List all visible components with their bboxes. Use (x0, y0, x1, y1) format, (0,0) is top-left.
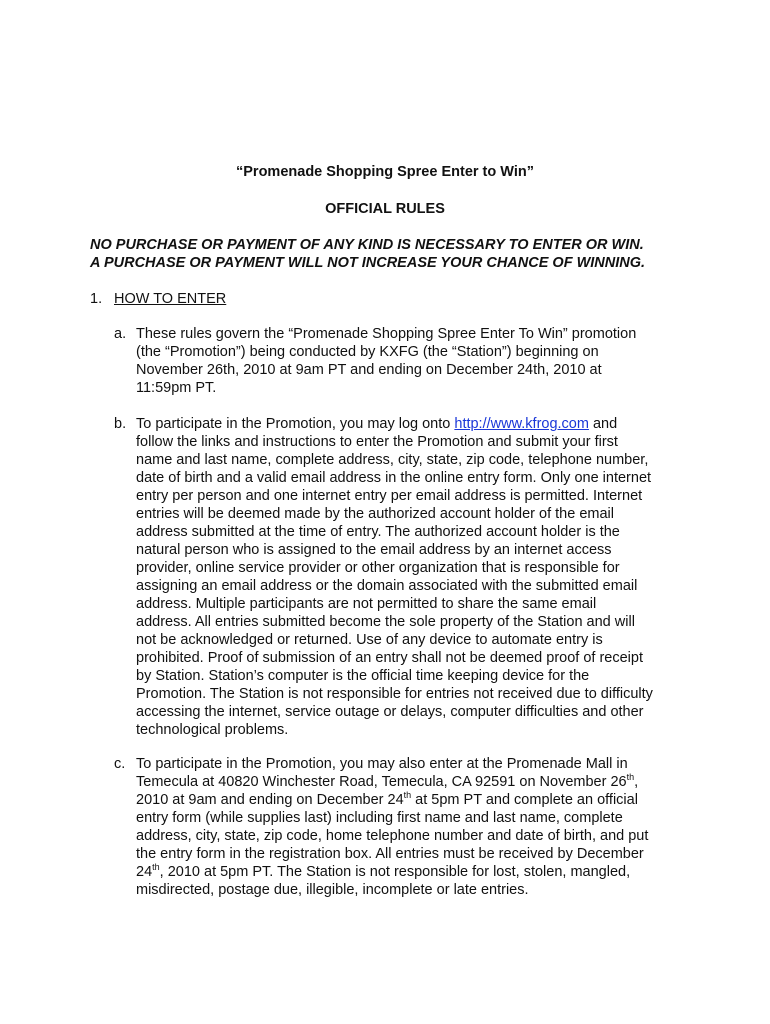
item-letter: a. (114, 326, 127, 342)
paragraph-line: name and last name, complete address, city, state, zip code, telephone number, (136, 452, 649, 468)
notice-line: NO PURCHASE OR PAYMENT OF ANY KIND IS NECESSARY TO ENTER OR WIN. (90, 237, 644, 253)
paragraph-line: entries will be deemed made by the authorized account holder of the email (136, 506, 614, 522)
notice-line: A PURCHASE OR PAYMENT WILL NOT INCREASE YOUR CHANCE OF WINNING. (90, 255, 646, 271)
line-text: 24 (136, 864, 153, 880)
line-text: Temecula at 40820 Winchester Road, Temecula, CA 92591 on November 26 (136, 774, 627, 790)
ordinal-suffix: th (152, 862, 160, 872)
paragraph-line: natural person who is assigned to the email address by an internet access (136, 542, 612, 558)
purchase-notice (90, 236, 690, 272)
item-body (136, 415, 694, 739)
paragraph-line: address. All entries submitted become the sole property of the Station and will (136, 614, 635, 630)
item-letter: b. (114, 416, 127, 432)
paragraph-line: (the “Promotion”) being conducted by KXFG (the “Station”) beginning on (136, 344, 599, 360)
paragraph-line (136, 791, 694, 809)
item-letter: c. (114, 756, 126, 772)
ordinal-suffix: th (626, 772, 635, 782)
rule-item-a (114, 325, 694, 397)
paragraph-line (136, 415, 694, 433)
rule-item-b (114, 415, 694, 739)
paragraph-line: technological problems. (136, 722, 289, 738)
paragraph-line: misdirected, postage due, illegible, incomplete or late entries. (136, 882, 529, 898)
section-number: 1. (90, 291, 103, 307)
paragraph-line: These rules govern the “Promenade Shopping Spree Enter To Win” promotion (136, 326, 637, 342)
paragraph-line: accessing the internet, service outage or delays, computer difficulties and other (136, 704, 644, 720)
paragraph-line: the entry form in the registration box. All entries must be received by December (136, 846, 644, 862)
paragraph-line: follow the links and instructions to enter the Promotion and submit your first (136, 434, 618, 450)
paragraph-line: November 26th, 2010 at 9am PT and ending on December 24th, 2010 at (136, 362, 602, 378)
paragraph-line: Promotion. The Station is not responsible for entries not received due to difficulty (136, 686, 653, 702)
document-title: “Promenade Shopping Spree Enter to Win” (236, 164, 534, 180)
line-text: at 5pm PT and complete an official (411, 792, 638, 808)
paragraph-line: entry per person and one internet entry per email address is permitted. Internet (136, 488, 643, 504)
line-text: 2010 at 9am and ending on December 24 (136, 792, 404, 808)
paragraph-line: address. Multiple participants are not permitted to share the same email (136, 596, 597, 612)
ordinal-suffix: th (403, 790, 412, 800)
line-text: , (634, 774, 639, 790)
item-body (136, 755, 694, 899)
paragraph-line: address, city, state, zip code, home telephone number and date of birth, and put (136, 828, 649, 844)
paragraph-line: 11:59pm PT. (136, 380, 217, 396)
line-text: To participate in the Promotion, you may log onto (136, 416, 455, 432)
paragraph-line: address submitted at the time of entry. The authorized account holder is the (136, 524, 620, 540)
document-subtitle: OFFICIAL RULES (325, 201, 445, 217)
paragraph-line: provider, online service provider or other organization that is responsible for (136, 560, 620, 576)
kfrog-website-link[interactable]: http://www.kfrog.com (454, 416, 589, 432)
line-text: , 2010 at 5pm PT. The Station is not responsible for lost, stolen, mangled, (159, 864, 631, 880)
paragraph-line: assigning an email address or the domain associated with the submitted email (136, 578, 638, 594)
paragraph-line: not be acknowledged or returned. Use of any device to automate entry is (136, 632, 603, 648)
paragraph-line: date of birth and a valid email address in the online entry form. Only one internet (136, 470, 652, 486)
section-heading (90, 290, 226, 308)
paragraph-line (136, 863, 694, 881)
paragraph-line: entry form (while supplies last) including first name and last name, complete (136, 810, 623, 826)
section-title: HOW TO ENTER (114, 291, 227, 307)
item-body (136, 325, 694, 397)
paragraph-line: prohibited. Proof of submission of an entry shall not be deemed proof of receipt (136, 650, 643, 666)
rule-item-c (114, 755, 694, 899)
paragraph-line: To participate in the Promotion, you may also enter at the Promenade Mall in (136, 756, 628, 772)
paragraph-line (136, 773, 694, 791)
paragraph-line: by Station. Station’s computer is the official time keeping device for the (136, 668, 590, 684)
line-text: and (588, 416, 618, 432)
